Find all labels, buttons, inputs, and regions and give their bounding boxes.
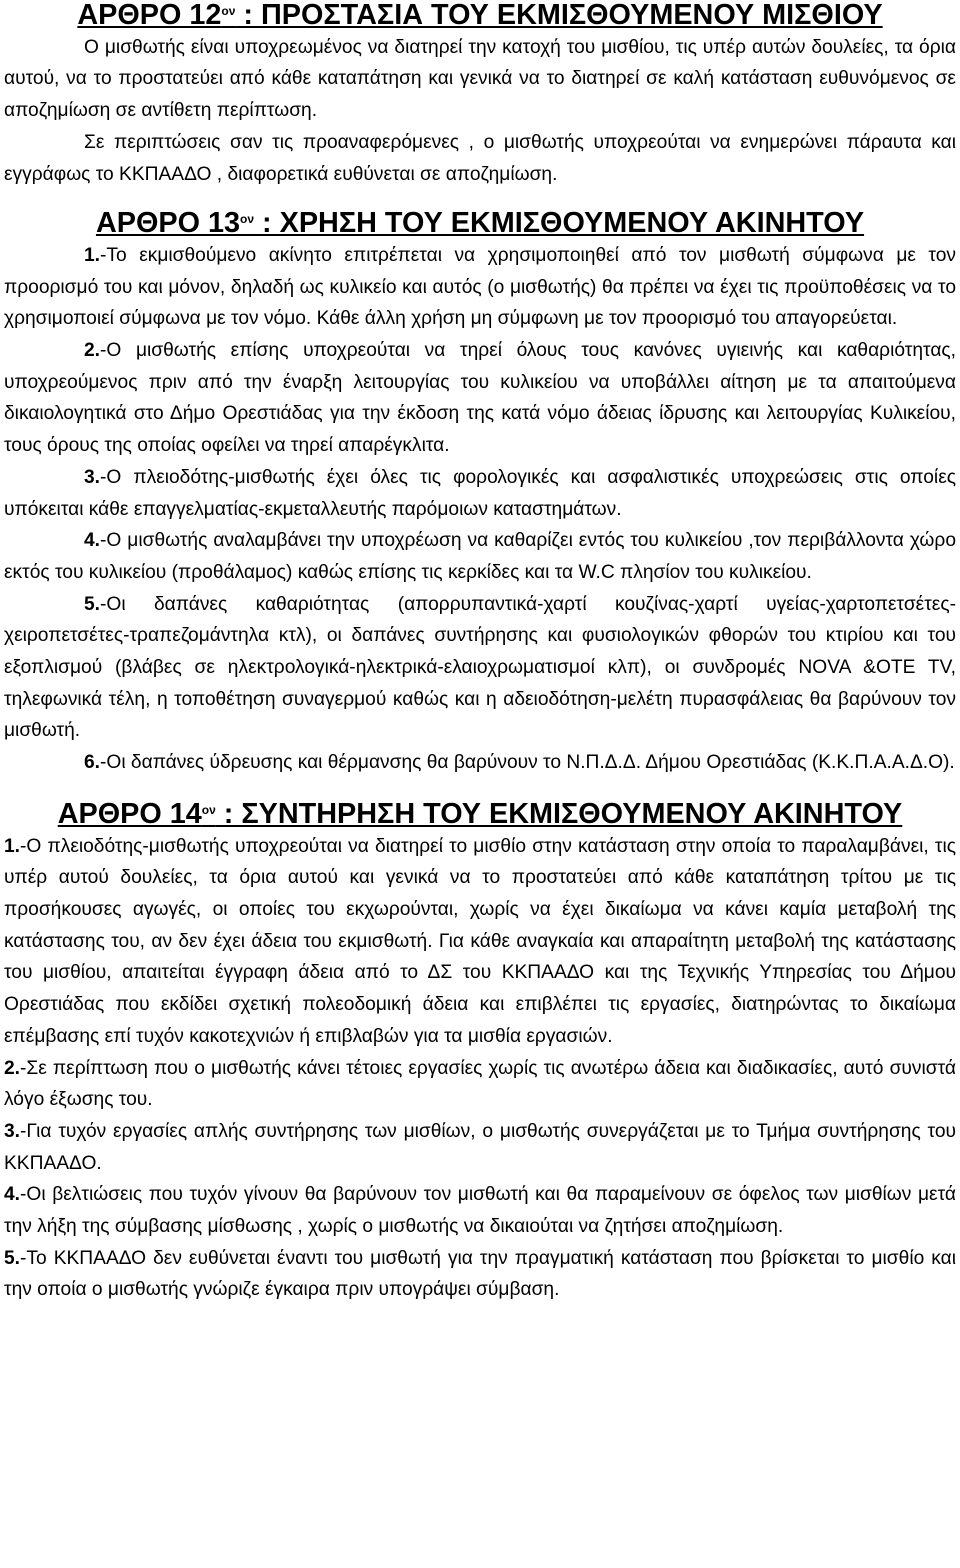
article-13-item-2: 2.-Ο μισθωτής επίσης υποχρεούται να τηρεί όλους τους κανόνες υγιεινής και καθαριότητας, υποχρεούμενος πριν από την έναρξη λειτουργίας του κυλικείου να υποβάλλει αίτηση με τα απαιτούμενα δικαιολογητικά στο Δήμο Ορεστιάδας για την έκδοση της κατά νόμο άδειας ίδρυσης και λειτουργίας Κυλικείου, τους όρους της οποίας οφείλει να τηρεί απαρέγκλιτα. (4, 340, 956, 457)
article-12-paragraph-2: Σε περιπτώσεις σαν τις προαναφερόμενες , ο μισθωτής υποχρεούται να ενημερώνει πάραυτα και εγγράφως το ΚΚΠΑΑΔΟ , διαφορετικά ευθύνεται σε αποζημίωση. (4, 131, 956, 185)
article-14-item-5: 5.-Το ΚΚΠΑΑΔΟ δεν ευθύνεται έναντι του μισθωτή για την πραγματική κατάσταση που βρίσκεται το μισθίο και την οποία ο μισθωτής γνώριζε έγκαιρα πριν υπογράψει σύμβαση. (4, 1247, 956, 1301)
article-12-heading: ΑΡΘΡΟ $12^{o\nu}$ : ΠΡΟΣΤΑΣΙΑ ΤΟΥ ΕΚΜΙΣΘΟΥΜΕΝΟΥ ΜΙΣΘΙΟΥ (77, 0, 883, 31)
article-14-item-3: 3.-Για τυχόν εργασίες απλής συντήρησης των μισθίων, ο μισθωτής συνεργάζεται με το Τμήμα συντήρησης του ΚΚΠΑΑΔΟ. (4, 1120, 956, 1174)
article-14-heading: ΑΡΘΡΟ $14^{o\nu}$ : ΣΥΝΤΗΡΗΣΗ ΤΟΥ ΕΚΜΙΣΘΟΥΜΕΝΟΥ ΑΚΙΝΗΤΟΥ (57, 797, 903, 830)
article-13-heading: ΑΡΘΡΟ $13^{o\nu}$ : ΧΡΗΣΗ ΤΟΥ ΕΚΜΙΣΘΟΥΜΕΝΟΥ ΑΚΙΝΗΤΟΥ (95, 207, 865, 240)
article-12-paragraph-1: Ο μισθωτής είναι υποχρεωμένος να διατηρεί την κατοχή του μισθίου, τις υπέρ αυτών δουλείες, τα όρια αυτού, να το προστατεύει από κάθε καταπάτηση και γενικά να το διατηρεί σε καλή κατάσταση ευθυνόμενος σε αποζημίωση σε αντίθετη περίπτωση. (4, 36, 956, 122)
article-14-item-1: 1.-Ο πλειοδότης-μισθωτής υποχρεούται να διατηρεί το μισθίο στην κατάσταση στην οποία το παραλαμβάνει, τις υπέρ αυτού δουλείες, τα όρια αυτού και γενικά να το προστατεύει από κάθε καταπάτηση τρίτου με τις προσήκουσες αγωγές, οι οποίες του εκχωρούνται, χωρίς να έχει δικαίωμα να κάνει καμία μεταβολή της κατάστασης του, αν δεν έχει άδεια του εκμισθωτή. Για κάθε αναγκαία και απαραίτητη μεταβολή της κατάστασης του μισθίου, απαιτείται έγγραφη άδεια από το ΔΣ του ΚΚΠΑΑΔΟ και της Τεχνικής Υπηρεσίας του Δήμου Ορεστιάδας που εκδίδει σχετική πολεοδομική άδεια και επιβλέπει τις εργασίες, διατηρώντας το δικαίωμα επέμβασης επί τυχόν κακοτεχνιών ή επιβλαβών για τα μισθία εργασιών. (4, 835, 956, 1047)
article-14-item-4: 4.-Οι βελτιώσεις που τυχόν γίνουν θα βαρύνουν τον μισθωτή και θα παραμείνουν σε όφελος των μισθίων μετά την λήξη της σύμβασης μίσθωσης , χωρίς ο μισθωτής να δικαιούται να ζητήσει αποζημίωση. (4, 1184, 956, 1238)
article-14-item-2: 2.-Σε περίπτωση που ο μισθωτής κάνει τέτοιες εργασίες χωρίς τις ανωτέρω άδεια και διαδικασίες, αυτό συνιστά λόγο έξωσης του. (4, 1057, 956, 1111)
article-13-item-5: 5.-Οι δαπάνες καθαριότητας (απορρυπαντικά-χαρτί κουζίνας-χαρτί υγείας-χαρτοπετσέτες-χειροπετσέτες-τραπεζομάντηλα κτλ), οι δαπάνες συντήρησης και φυσιολογικών φθορών του κτιρίου και του εξοπλισμού (βλάβες σε ηλεκτρολογικά-ηλεκτρικά-ελαιοχρωματισμοί κλπ), οι συνδρομές NOVA &OTE TV, τηλεφωνικά τέλη, η τοποθέτηση συναγερμού καθώς και η αδειοδότηση-μελέτη πυρασφάλειας θα βαρύνουν τον μισθωτή. (4, 593, 956, 742)
article-13-item-4: 4.-Ο μισθωτής αναλαμβάνει την υποχρέωση να καθαρίζει εντός του κυλικείου ,τον περιβάλλοντα χώρο εκτός του κυλικείου (προθάλαμος) καθώς επίσης τις κερκίδες και τα W.C πλησίον του κυλικείου. (4, 530, 956, 583)
article-13-item-3: 3.-Ο πλειοδότης-μισθωτής έχει όλες τις φορολογικές και ασφαλιστικές υποχρεώσεις στις οποίες υπόκειται κάθε επαγγελματίας-εκμεταλλευτής παρόμοιων καταστημάτων. (4, 466, 956, 520)
article-13-item-6: 6.-Οι δαπάνες ύδρευσης και θέρμανσης θα βαρύνουν το Ν.Π.Δ.Δ. Δήμου Ορεστιάδας (Κ.Κ.Π.Α.Α.Δ.Ο). (84, 752, 955, 774)
article-13-item-1: 1.-Το εκμισθούμενο ακίνητο επιτρέπεται να χρησιμοποιηθεί από τον μισθωτή σύμφωνα με τον προορισμό του και μόνον, δηλαδή ως κυλικείο και αυτός (ο μισθωτής) θα πρέπει να έχει τις προϋποθέσεις να το χρησιμοποιεί σύμφωνα με τον νόμο. Κάθε άλλη χρήση μη σύμφωνη με τον προορισμό του απαγορεύεται. (4, 244, 956, 330)
